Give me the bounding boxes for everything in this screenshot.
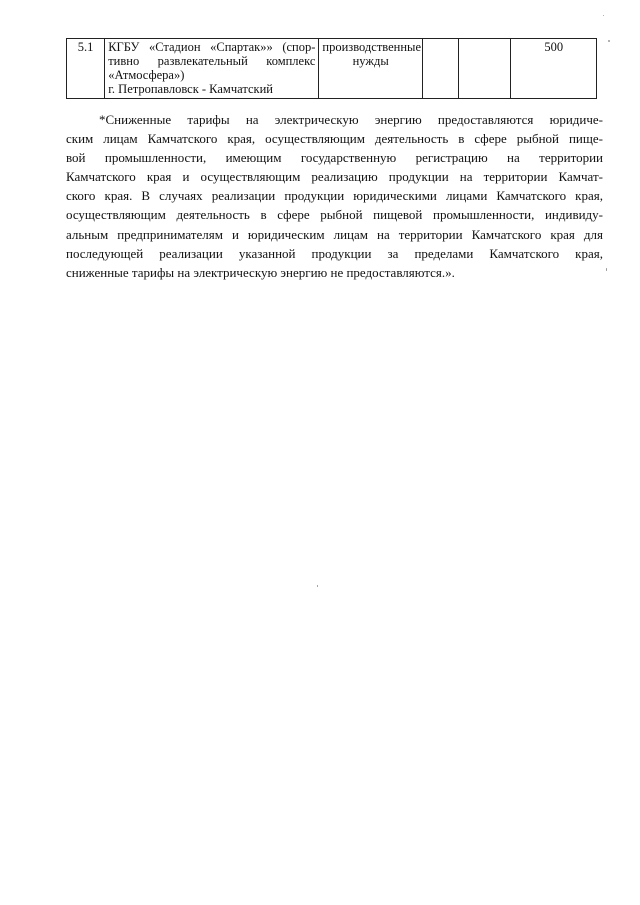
consumer-name-cell	[105, 39, 319, 99]
consumer-name-line: КГБУ «Стадион «Спартак»» (спор-	[108, 40, 316, 54]
footnote-line: *Сниженные тарифы на электрическую энергию предоставляются юридиче-	[99, 112, 603, 127]
empty-cell	[422, 39, 458, 99]
footnote-line: ским лицам Камчатского края, осуществляющим деятельность в сфере рыбной пище-	[66, 131, 603, 147]
footnote-paragraph	[66, 110, 603, 282]
purpose-cell	[319, 39, 423, 99]
footnote-line: последующей реализации указанной продукции за пределами Камчатского края,	[66, 245, 603, 261]
consumer-name-line: тивно развлекательный комплекс	[108, 54, 316, 68]
value-cell: 500	[511, 39, 597, 99]
scan-speck	[603, 15, 604, 16]
footnote-line: сниженные тарифы на электрическую энергию не предоставляются.».	[66, 264, 455, 280]
scan-speck	[606, 268, 607, 271]
table-row	[67, 39, 597, 99]
scan-speck	[608, 40, 610, 42]
consumer-name-line: «Атмосфера»)	[108, 68, 185, 82]
footnote-line: осуществляющим деятельность в сфере рыбной пищевой промышленности, индивиду-	[66, 207, 603, 223]
footnote-line: вой промышленности, имеющим государственную регистрацию на территории	[66, 150, 603, 166]
tariff-table	[66, 38, 597, 99]
empty-cell	[459, 39, 511, 99]
scan-speck	[317, 585, 318, 587]
purpose-line: производственные	[322, 40, 422, 54]
purpose-line: нужды	[352, 54, 389, 68]
footnote-line: Камчатского края и осуществляющим реализацию продукции на территории Камчат-	[66, 169, 603, 185]
consumer-name-line: г. Петропавловск - Камчатский	[108, 82, 273, 96]
row-number-cell: 5.1	[67, 39, 105, 99]
footnote-line: альным предпринимателям и юридическим лицам на территории Камчатского края для	[66, 226, 603, 242]
footnote-line: ского края. В случаях реализации продукции юридическими лицами Камчатского края,	[66, 188, 603, 204]
